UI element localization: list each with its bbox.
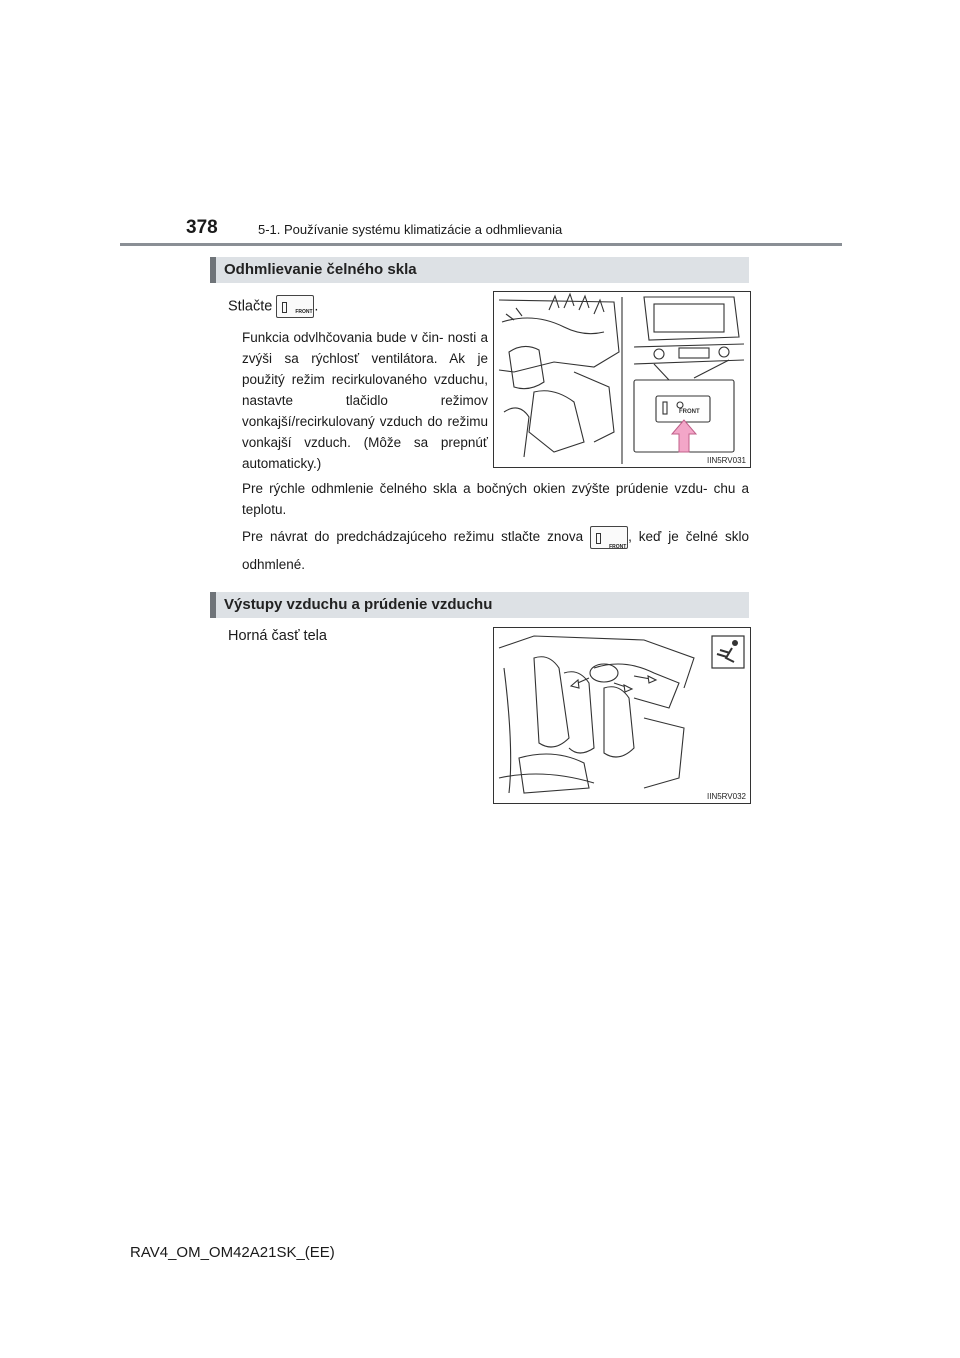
section-title: Výstupy vzduchu a prúdenie vzduchu [224, 596, 493, 613]
dashboard-illustration [494, 292, 750, 467]
header-divider [120, 243, 842, 246]
cabin-illustration [494, 628, 750, 803]
chapter-title: 5-1. Používanie systému klimatizácie a odhmlievania [258, 222, 563, 237]
figure-defrost [493, 291, 751, 468]
document-id: RAV4_OM_OM42A21SK_(EE) [130, 1244, 335, 1261]
section-marker [210, 257, 216, 283]
quick-defog-note: Pre rýchle odhmlenie čelného skla a bočných okien zvýšte prúdenie vzdu- chu a teplotu. [242, 481, 749, 517]
defrost-description: Funkcia odvlhčovania bude v čin- nosti a zvýši sa rýchlosť ventilátora. Ak je použitý režim recirkulovaného vzduchu, nastavte tlačidlo režimov vonkajší/recirkulovaný vzduch do režimu vonkajší vzduch. (Môže sa prepnúť automaticky.) [242, 330, 488, 471]
front-defroster-button-icon [590, 526, 628, 549]
section-heading-air-outlets [210, 592, 749, 618]
return-text-after: , keď je čelné sklo odhmlené. [242, 529, 749, 572]
section-title: Odhmlievanie čelného skla [224, 261, 417, 278]
indicator-icon [282, 302, 287, 313]
indicator-icon [596, 533, 601, 544]
upper-body-label: Horná časť tela [228, 628, 327, 644]
upper-body-vent-icon [712, 636, 744, 668]
return-text-before: Pre návrat do predchádzajúceho režimu stlačte znova [242, 529, 584, 544]
figure-code: IIN5RV032 [707, 792, 746, 801]
figure-code: IIN5RV031 [707, 456, 746, 465]
step-prefix: Stlačte [228, 298, 273, 315]
front-defroster-button-icon [276, 295, 314, 318]
section-marker [210, 592, 216, 618]
step-press-front [228, 295, 318, 318]
svg-text:FRONT: FRONT [679, 409, 700, 415]
button-label: FRONT [295, 309, 313, 315]
button-label: FRONT [609, 543, 627, 550]
step-suffix: . [314, 298, 319, 315]
section-heading-defrost [210, 257, 749, 283]
return-mode-note [242, 523, 749, 579]
page-number: 378 [186, 217, 218, 238]
figure-air-outlets [493, 627, 751, 804]
